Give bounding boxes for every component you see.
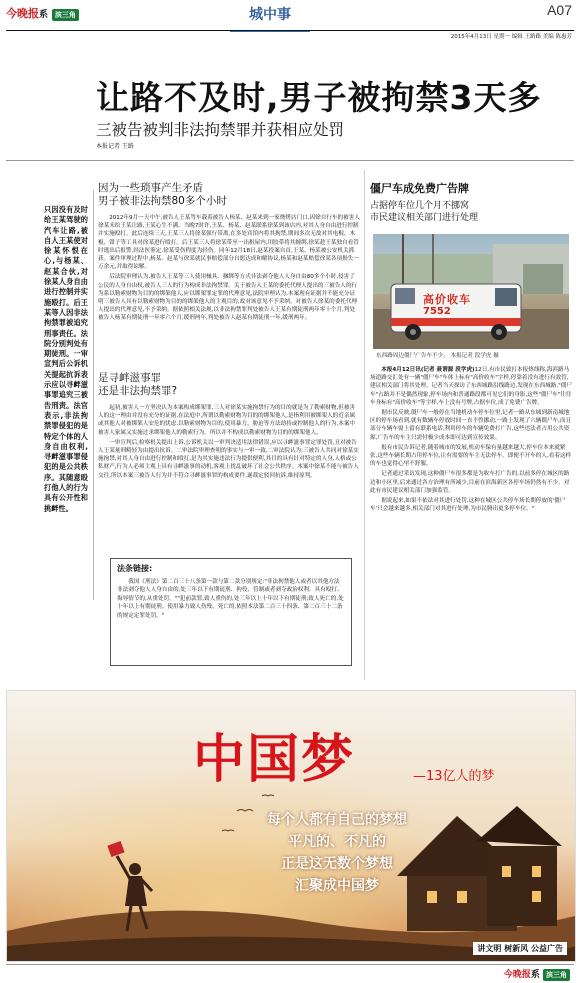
news2 bbox=[370, 182, 572, 224]
ad-tag: 讲文明 树新风 公益广告 bbox=[473, 942, 567, 955]
news2-lead-byline: 本报4月12日讯(记者 聂谓源 段学虎) bbox=[381, 367, 475, 373]
section1-heading2: 男子被非法拘禁80多个小时 bbox=[98, 195, 227, 207]
headline-rule bbox=[6, 160, 574, 161]
van-number: 7552 bbox=[423, 306, 451, 317]
news2-paragraph: 报有市民告诉记者,随着城市的发展,机动车保有量越来越大,停车位本来就紧张,这些车辆长期占用停车位,让有需要的车主无法停车。即便不开车的人,看着这样的车也觉得心里不舒服。 bbox=[370, 444, 572, 468]
section-label bbox=[230, 2, 310, 32]
van-text: 高价收车 bbox=[423, 293, 471, 306]
section2-paragraph: 一审宣判后,检察机关提出上诉,公诉机关以一审判决适用法律错误,应以寻衅滋事罪定罪处罚,且对被告人王某量刑畸轻为由提出抗诉。二审法院审理查明的事实与一审一致,二审法院认为,三被告人共同对徐某实施拘禁,对其人身自由进行控制和殴打,是为其实施违法行为提供便利,其目的具有针对特定的人身,人格或公私财产,行为人必须主观上具有寻衅滋事的动机,客观上扰乱破坏了社会公共秩序。本案中徐某不能与被告人交往,所以本案三被告人行为并不符合寻衅滋事罪的构成要件,遂裁定驳回抗诉,维持原判。 bbox=[98, 439, 359, 479]
ad-line: 汇聚成中国梦 bbox=[295, 878, 379, 894]
footer-series: 系 bbox=[530, 970, 540, 980]
footer-logo bbox=[504, 967, 570, 981]
masthead bbox=[0, 0, 580, 42]
public-service-ad bbox=[6, 690, 576, 962]
news2-paragraph: 据市民反映,僵尸车一般停在当地机动车停车位里,记者一路从东城到新南城地区的停车场看到,就有数辆车停放时间一直不曾挪动,一路上发现了六辆僵尸车,而且部分车辆车窗上留有联系电话,利用停车的车辆免费打广告,这些违法者占用公共资源,广告车的车主只需付极少成本即可达到宣传效果。 bbox=[370, 410, 572, 441]
masthead-rule bbox=[6, 30, 574, 31]
ad-title: 中国梦 bbox=[193, 729, 356, 790]
footer-sub-brand: 滨三角 bbox=[543, 969, 570, 981]
photo-scene bbox=[373, 234, 569, 349]
sidebar-note-text: 只因没有及时给王某驾驶的汽车让路,被自人王某使对徐某怀恨在心,与杨某、赵某合伙,对徐某人身自由进行控制并实施殴打。后王某等人因非法拘禁罪被追究刑事责任。法院分别判处有期徒刑。一审宣判后公诉机关提起抗诉表示应以寻衅滋事罪追究三被告刑责。法官表示,非法拘禁罪侵犯的是特定个体的人身自由权利,寻衅滋事罪侵犯的是公共秩序。其随意殴打他人的行为具有公开性和挑衅性。 bbox=[44, 205, 88, 513]
news2-subheading: 占据停车位几个月不挪窝 bbox=[370, 201, 470, 211]
sub-brand-chip: 滨三角 bbox=[52, 9, 79, 21]
ad-line: 平凡的、不凡的 bbox=[288, 834, 386, 850]
sidebar-note bbox=[44, 205, 88, 514]
news2-paragraph: 12日,有市民致打本报热线称,海滨路马场道路交汇处有一辆"僵尸车"车体上标有"高价收车"字样,停靠着没有进行有效管,建议相关部门将其处理。记者当天探访了东西城路沿线路边,发现在东西城路,"僵尸车"占路并不是偶然现象,停车场内和普通路段都可见它们的身影,这些"僵尸车"往往车身标有"高价收车"等字样,车上没有号牌,占据车位,成了免费广告牌。 bbox=[370, 367, 572, 406]
section2-paragraph: 起初,被害人一方坚决认为本案构成绑架罪,三人对徐某实施拘禁行为的目的就是为了勒索财物,但被害人的这一理由并没有充分的证据,在法庭中,所谓以勒索财物为目的的绑架他人,是指利用被绑架人的近亲属或其他人对被绑架人安危的忧虑,以勒索财物为目的,使用暴力、胁迫等方法劫持或控制他人的行为,本案中被害人家属又实施过求绑架他人的勒索行为。所以并不构成以勒索财物为目的的绑架他人。 bbox=[98, 405, 356, 436]
news2-lead bbox=[370, 366, 572, 407]
section1-heading1: 因为一些琐事产生矛盾 bbox=[98, 182, 203, 194]
news-photo bbox=[373, 234, 569, 349]
section1 bbox=[98, 182, 360, 325]
section2 bbox=[98, 372, 360, 482]
byline: 本报记者 王路 bbox=[96, 143, 134, 150]
ad-line: 每个人都有自己的梦想 bbox=[267, 812, 407, 828]
footer bbox=[0, 964, 580, 983]
sub-headline: 三被告被判非法拘禁罪并获相应处罚 bbox=[96, 121, 345, 139]
news2-paragraph: 记者通过采访发现,这种僵尸车很多都是为收车打广告的,以前多停在城区的路边和小区里,后来通过各方治理有所减少,目前在滨海新区各停车场仍然有不少。对此有市民建议相关部门加强监管。 bbox=[370, 471, 570, 494]
law-box-text: 我国《刑法》第二百三十八条第一款与第二款分别规定:"非法拘禁他人或者以其他方法非法剥夺他人人身自由的,处三年以下有期徒刑、拘役、管制或者剥夺政治权利。具有殴打、侮辱情节的,从重处罚。""犯前款罪,致人重伤的,处三年以上十年以下有期徒刑;致人死亡的,处十年以上有期徒刑。使用暴力致人伤残、死亡的,依照本法第二百三十四条、第二百三十二条的规定定罪处罚。" bbox=[117, 579, 344, 619]
ad-subtitle: —13亿人的梦 bbox=[413, 769, 495, 784]
page-number: A07 bbox=[547, 2, 572, 18]
brand-series: 系 bbox=[39, 10, 49, 20]
ad-lines bbox=[227, 809, 447, 897]
section1-paragraph: 2012年9月一天中午,被告人王某驾车载着被告人杨某、赵某来到一家烧烤店门口,因徐自行车的被害人徐某未给王某让路,王某心生不满。当晚7时许,王某、杨某、赵某联系徐某到该店内,对其人身自由进行控制并实施殴打。此后连续三天,王某三人将徐某强行带离,在多处宾馆内将其拘禁,期间多次无故对其电棍、木棍、钳子等工具对徐某进行殴打。后王某三人将徐某带至一出租屋内,用胶带将其缠绑,徐某趁王某独自看管时逃出后报警,经法医鉴定,徐某受伤程度为轻伤。同年12月18日,赵某投案自首,王某、杨某被公安机关抓获。案件审理过程中,杨某、赵某与徐某就民事赔偿部分自愿达成和解协议,杨某和赵某赔偿徐某各项损失一万余元,并取得谅解。 bbox=[98, 215, 360, 271]
section2-heading1: 是寻衅滋事罪 bbox=[98, 372, 161, 384]
news2-paragraph: 据说起来,如果不依法对其进行处罚,这种在城区公共停车场长期停放的'僵尸车'只会越来越多,相关部门对其进行处理,为市民腾出更多停车位。" bbox=[370, 498, 566, 513]
column-divider bbox=[364, 170, 365, 680]
news2-body bbox=[370, 366, 572, 515]
dateline: 2015年4月13日 星期一 编辑 王路路 美编 陈惠芳 bbox=[450, 34, 572, 40]
photo-caption: 东西路周边僵尸广告车不少。 本报记者 段学虎 摄 bbox=[376, 353, 499, 359]
brand-name: 今晚报 bbox=[6, 7, 39, 20]
main-headline: 让路不及时,男子被拘禁3天多 bbox=[96, 78, 542, 117]
news2-heading: 僵尸车成免费广告牌 bbox=[370, 182, 469, 195]
ad-line: 正是这无数个梦想 bbox=[281, 856, 393, 872]
section-title: 城中事 bbox=[249, 7, 291, 23]
sidebar-divider bbox=[93, 190, 94, 600]
footer-rule bbox=[6, 964, 574, 965]
masthead-logo bbox=[6, 5, 79, 21]
section2-heading2: 还是非法拘禁罪? bbox=[98, 385, 178, 397]
law-box-title: 法条链接: bbox=[117, 564, 153, 573]
law-box bbox=[110, 558, 352, 666]
section1-paragraph: 后法院审理认为,被告人王某等三人使用械具、捆绑等方式非法剥夺他人人身自由80多个小时,侵害了公民的人身自由权,被告人三人的行为构成非法拘禁罪。关于被告人王某的委托代理人提出的三被告人的行为系以勒索财物为目的的绑架他人,应以绑架罪定罪的代理意见,法院审理认为,本案现有证据并不能充分证明三被告人具有以勒索财物为目的的绑架他人的主观目的,故对该意见不予采纳。对被告人徐某的委托代理人提出的代理意见,不予采纳。据依照相关法规,以非法拘禁罪判处被告人王某有期徒刑两年零十个月,判处被告人杨某有期徒刑一年零六个月,缓刑两年,判处被告人赵某有期徒刑一年,缓刑两年。 bbox=[98, 274, 358, 322]
footer-brand: 今晚报 bbox=[503, 970, 531, 980]
news2-subheading: 市民建议相关部门进行处理 bbox=[370, 213, 479, 223]
